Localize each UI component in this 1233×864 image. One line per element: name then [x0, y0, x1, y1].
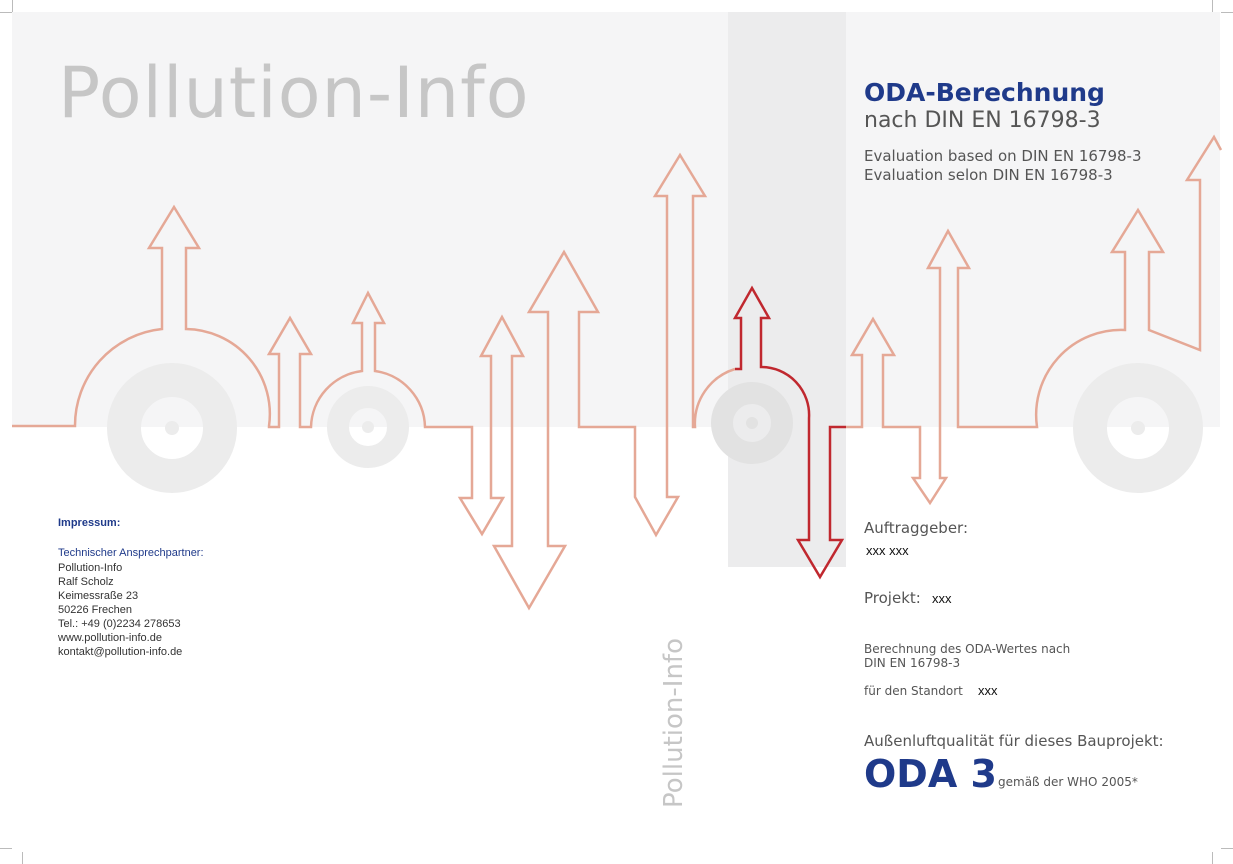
evaluation-fr: Evaluation selon DIN EN 16798-3 — [864, 166, 1113, 184]
location-value: xxx — [978, 683, 998, 698]
oda-result: ODA 3 — [864, 752, 997, 796]
impressum-line: Tel.: +49 (0)2234 278653 — [58, 618, 181, 630]
oda-subtitle: nach DIN EN 16798-3 — [864, 108, 1101, 133]
who-note: gemäß der WHO 2005* — [998, 775, 1138, 789]
crop-mark — [0, 848, 12, 849]
impressum-title: Impressum: — [58, 517, 121, 529]
project-value: xxx — [932, 591, 952, 606]
crop-mark — [1221, 12, 1233, 13]
crop-mark — [12, 0, 13, 12]
client-label: Auftraggeber: — [864, 519, 969, 537]
brand-title: Pollution-Info — [58, 52, 530, 134]
impressum-email-link[interactable]: kontakt@pollution-info.de — [58, 646, 183, 658]
crop-mark — [22, 852, 23, 864]
evaluation-en: Evaluation based on DIN EN 16798-3 — [864, 147, 1142, 165]
calc-line-1: Berechnung des ODA-Wertes nach — [864, 642, 1071, 656]
crop-mark — [1212, 852, 1213, 864]
oda-heading: ODA-Berechnung — [864, 78, 1105, 107]
impressum-address — [58, 561, 182, 659]
client-value: xxx xxx — [866, 543, 909, 558]
impressum-website-link[interactable]: www.pollution-info.de — [58, 632, 162, 644]
impressum-line: Pollution-Info — [58, 562, 123, 574]
crop-mark — [1221, 848, 1233, 849]
location-label: für den Standort — [864, 684, 963, 698]
crop-mark — [1212, 0, 1213, 12]
quality-label: Außenluftqualität für dieses Bauprojekt: — [864, 732, 1164, 750]
impressum-line: Ralf Scholz — [58, 576, 114, 588]
impressum-line: 50226 Frechen — [58, 604, 132, 616]
project-label: Projekt: — [864, 589, 921, 607]
arrow-outline-salmon — [12, 155, 735, 608]
calc-line-2: DIN EN 16798-3 — [864, 656, 961, 670]
impressum-line: Keimessraße 23 — [58, 590, 139, 602]
spine-brand-text: Pollution-Info — [659, 638, 689, 808]
impressum-contact-heading: Technischer Ansprechpartner: — [58, 547, 204, 559]
crop-mark — [0, 12, 12, 13]
